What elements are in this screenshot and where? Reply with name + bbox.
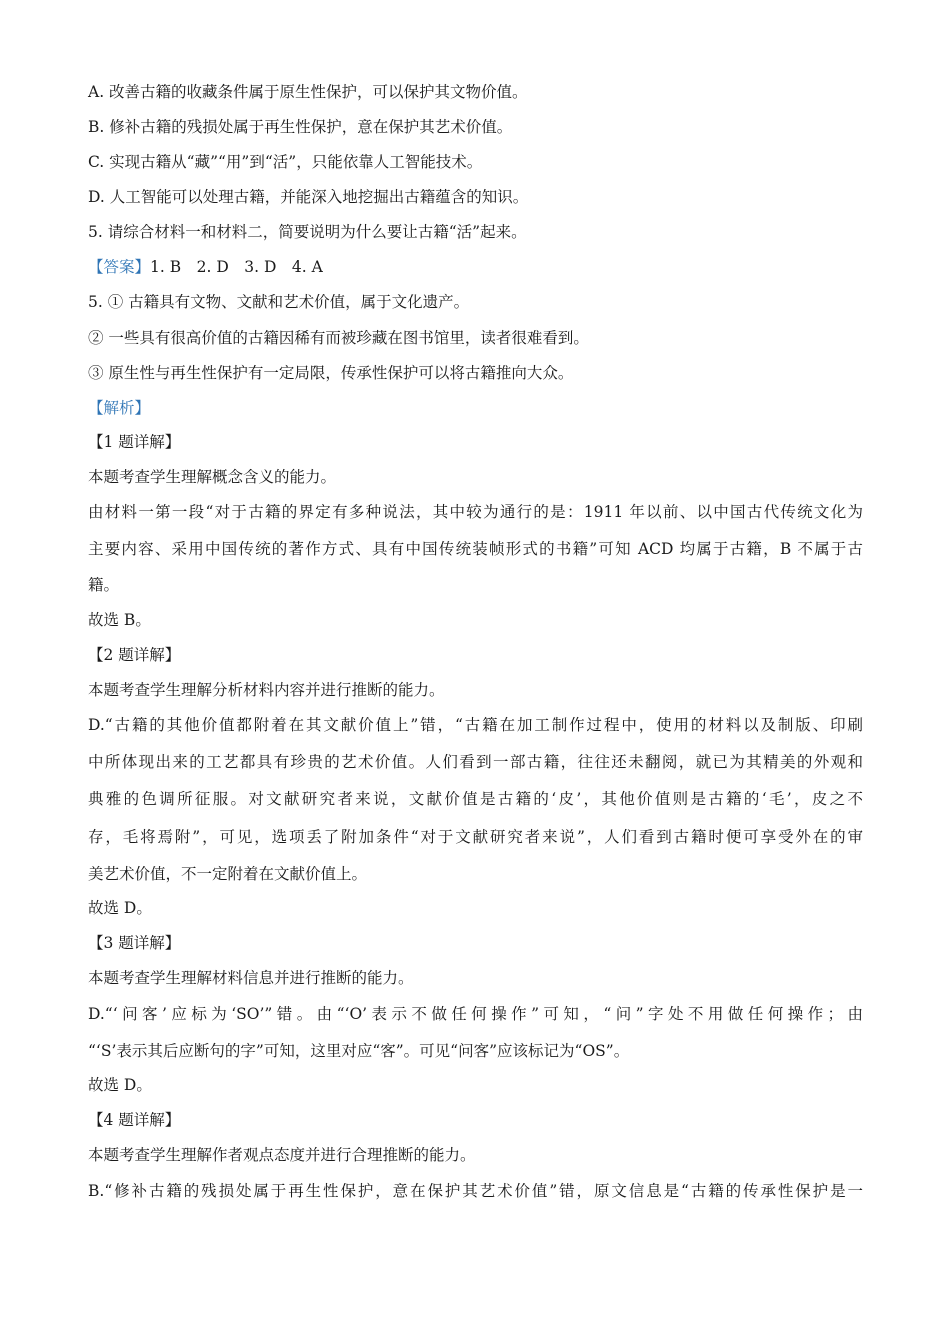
q2-intro: 本题考查学生理解分析材料内容并进行推断的能力。 (88, 681, 445, 699)
q1-heading: 【1 题详解】 (88, 433, 181, 451)
q2-body-line: 中所体现出来的工艺都具有珍贵的艺术价值。人们看到一部古籍，往往还未翻阅，就已为其精美的外观和 (88, 753, 863, 771)
answer-q5-point2: ② 一些具有很高价值的古籍因稀有而被珍藏在图书馆里，读者很难看到。 (88, 329, 589, 347)
q2-conclusion: 故选 D。 (88, 899, 152, 917)
q1-body-line: 主要内容、采用中国传统的著作方式、具有中国传统装帧形式的书籍”可知 ACD 均属于古籍，B 不属于古 (88, 540, 863, 558)
answer-q5-point3: ③ 原生性与再生性保护有一定局限，传承性保护可以将古籍推向大众。 (88, 364, 574, 382)
q2-body-line: D.“古籍的其他价值都附着在其文献价值上”错，“古籍在加工制作过程中，使用的材料以及制版、印刷 (88, 716, 863, 734)
q1-body-line: 由材料一第一段“对于古籍的界定有多种说法，其中较为通行的是：1911 年以前、以中国古代传统文化为 (88, 503, 863, 521)
q1-intro: 本题考查学生理解概念含义的能力。 (88, 468, 337, 486)
q3-heading: 【3 题详解】 (88, 934, 181, 952)
q2-body-line: 典雅的色调所征服。对文献研究者来说，文献价值是古籍的‘皮’，其他价值则是古籍的‘毛’，皮之不 (88, 790, 863, 808)
q4-heading: 【4 题详解】 (88, 1111, 181, 1129)
option-c: C. 实现古籍从“藏”“用”到“活”，只能依靠人工智能技术。 (88, 153, 483, 171)
q3-body-line: “‘S’表示其后应断句的字”可知，这里对应“客”。可见“问客”应该标记为“OS”。 (88, 1042, 630, 1060)
q2-heading: 【2 题详解】 (88, 646, 181, 664)
answer-label: 【答案】 (88, 258, 151, 276)
answer-choices: 1. B 2. D 3. D 4. A (150, 258, 323, 276)
option-b: B. 修补古籍的残损处属于再生性保护，意在保护其艺术价值。 (88, 118, 513, 136)
question-5: 5. 请综合材料一和材料二，简要说明为什么要让古籍“活”起来。 (88, 223, 527, 241)
q1-conclusion: 故选 B。 (88, 611, 151, 629)
q3-intro: 本题考查学生理解材料信息并进行推断的能力。 (88, 969, 414, 987)
option-a: A. 改善古籍的收藏条件属于原生性保护，可以保护其文物价值。 (88, 83, 528, 101)
q4-intro: 本题考查学生理解作者观点态度并进行合理推断的能力。 (88, 1146, 476, 1164)
q1-body-line: 籍。 (88, 576, 120, 594)
answer-line (88, 257, 863, 277)
answer-q5-point1: 5. ① 古籍具有文物、文献和艺术价值，属于文化遗产。 (88, 293, 470, 311)
q2-body-line: 存，毛将焉附”，可见，选项丢了附加条件“对于文献研究者来说”，人们看到古籍时便可享受外在的审 (88, 828, 863, 846)
q4-body-line: B.“修补古籍的残损处属于再生性保护，意在保护其艺术价值”错，原文信息是“古籍的传承性保护是一 (88, 1182, 863, 1200)
analysis-label: 【解析】 (88, 399, 151, 417)
option-d: D. 人工智能可以处理古籍，并能深入地挖掘出古籍蕴含的知识。 (88, 188, 529, 206)
q3-conclusion: 故选 D。 (88, 1076, 152, 1094)
q3-body-line: D.“‘问客’应标为‘SO’”错。由“‘O’表示不做任何操作”可知，“问”字处不用做任何操作；由 (88, 1005, 863, 1023)
q2-body-line: 美艺术价值，不一定附着在文献价值上。 (88, 865, 368, 883)
